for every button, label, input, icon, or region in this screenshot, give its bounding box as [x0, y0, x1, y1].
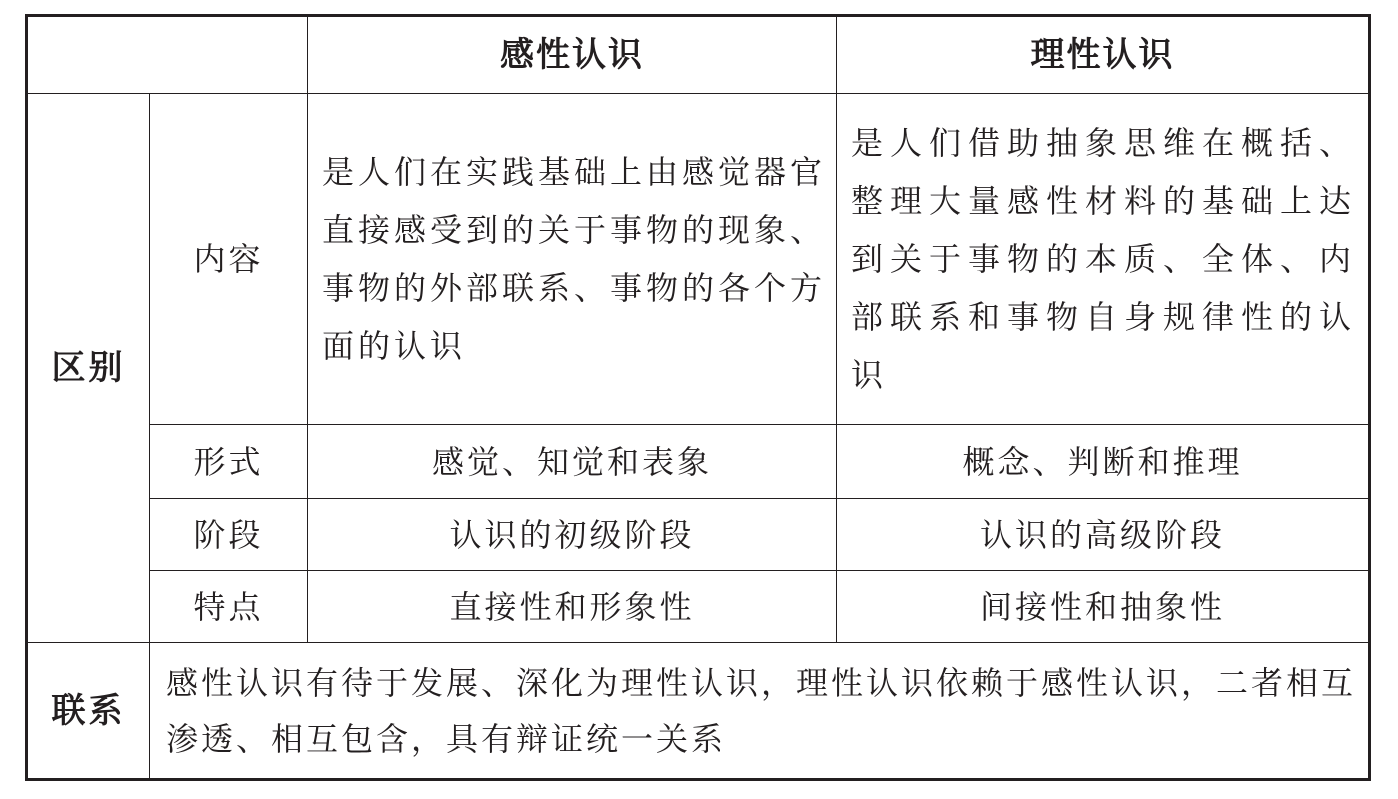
- header-blank-cell: [27, 16, 308, 94]
- cell-perceptual-stage: 认识的初级阶段: [308, 499, 837, 571]
- header-perceptual: 感性认识: [308, 16, 837, 94]
- header-row: [27, 16, 1370, 94]
- table-row: [27, 94, 1370, 425]
- group-connection-label: 联系: [27, 643, 150, 780]
- connection-text: 感性认识有待于发展、深化为理性认识，理性认识依赖于感性认识，二者相互渗透、相互包含，具有辩证统一关系: [150, 643, 1370, 780]
- cell-rational-feature: 间接性和抽象性: [837, 571, 1370, 643]
- row-label-stage: 阶段: [150, 499, 308, 571]
- comparison-table: [25, 14, 1371, 781]
- connection-row: [27, 643, 1370, 780]
- group-difference-label: 区别: [27, 94, 150, 643]
- row-label-content: 内容: [150, 94, 308, 425]
- row-label-form: 形式: [150, 425, 308, 499]
- cell-perceptual-feature: 直接性和形象性: [308, 571, 837, 643]
- header-rational: 理性认识: [837, 16, 1370, 94]
- cell-perceptual-content: 是人们在实践基础上由感觉器官直接感受到的关于事物的现象、事物的外部联系、事物的各个方面的认识: [308, 94, 837, 425]
- row-label-feature: 特点: [150, 571, 308, 643]
- table-row: [27, 499, 1370, 571]
- table-row: [27, 571, 1370, 643]
- cell-perceptual-form: 感觉、知觉和表象: [308, 425, 837, 499]
- table-row: [27, 425, 1370, 499]
- cell-rational-content: 是人们借助抽象思维在概括、整理大量感性材料的基础上达到关于事物的本质、全体、内部联系和事物自身规律性的认识: [837, 94, 1370, 425]
- cell-rational-form: 概念、判断和推理: [837, 425, 1370, 499]
- cell-rational-stage: 认识的高级阶段: [837, 499, 1370, 571]
